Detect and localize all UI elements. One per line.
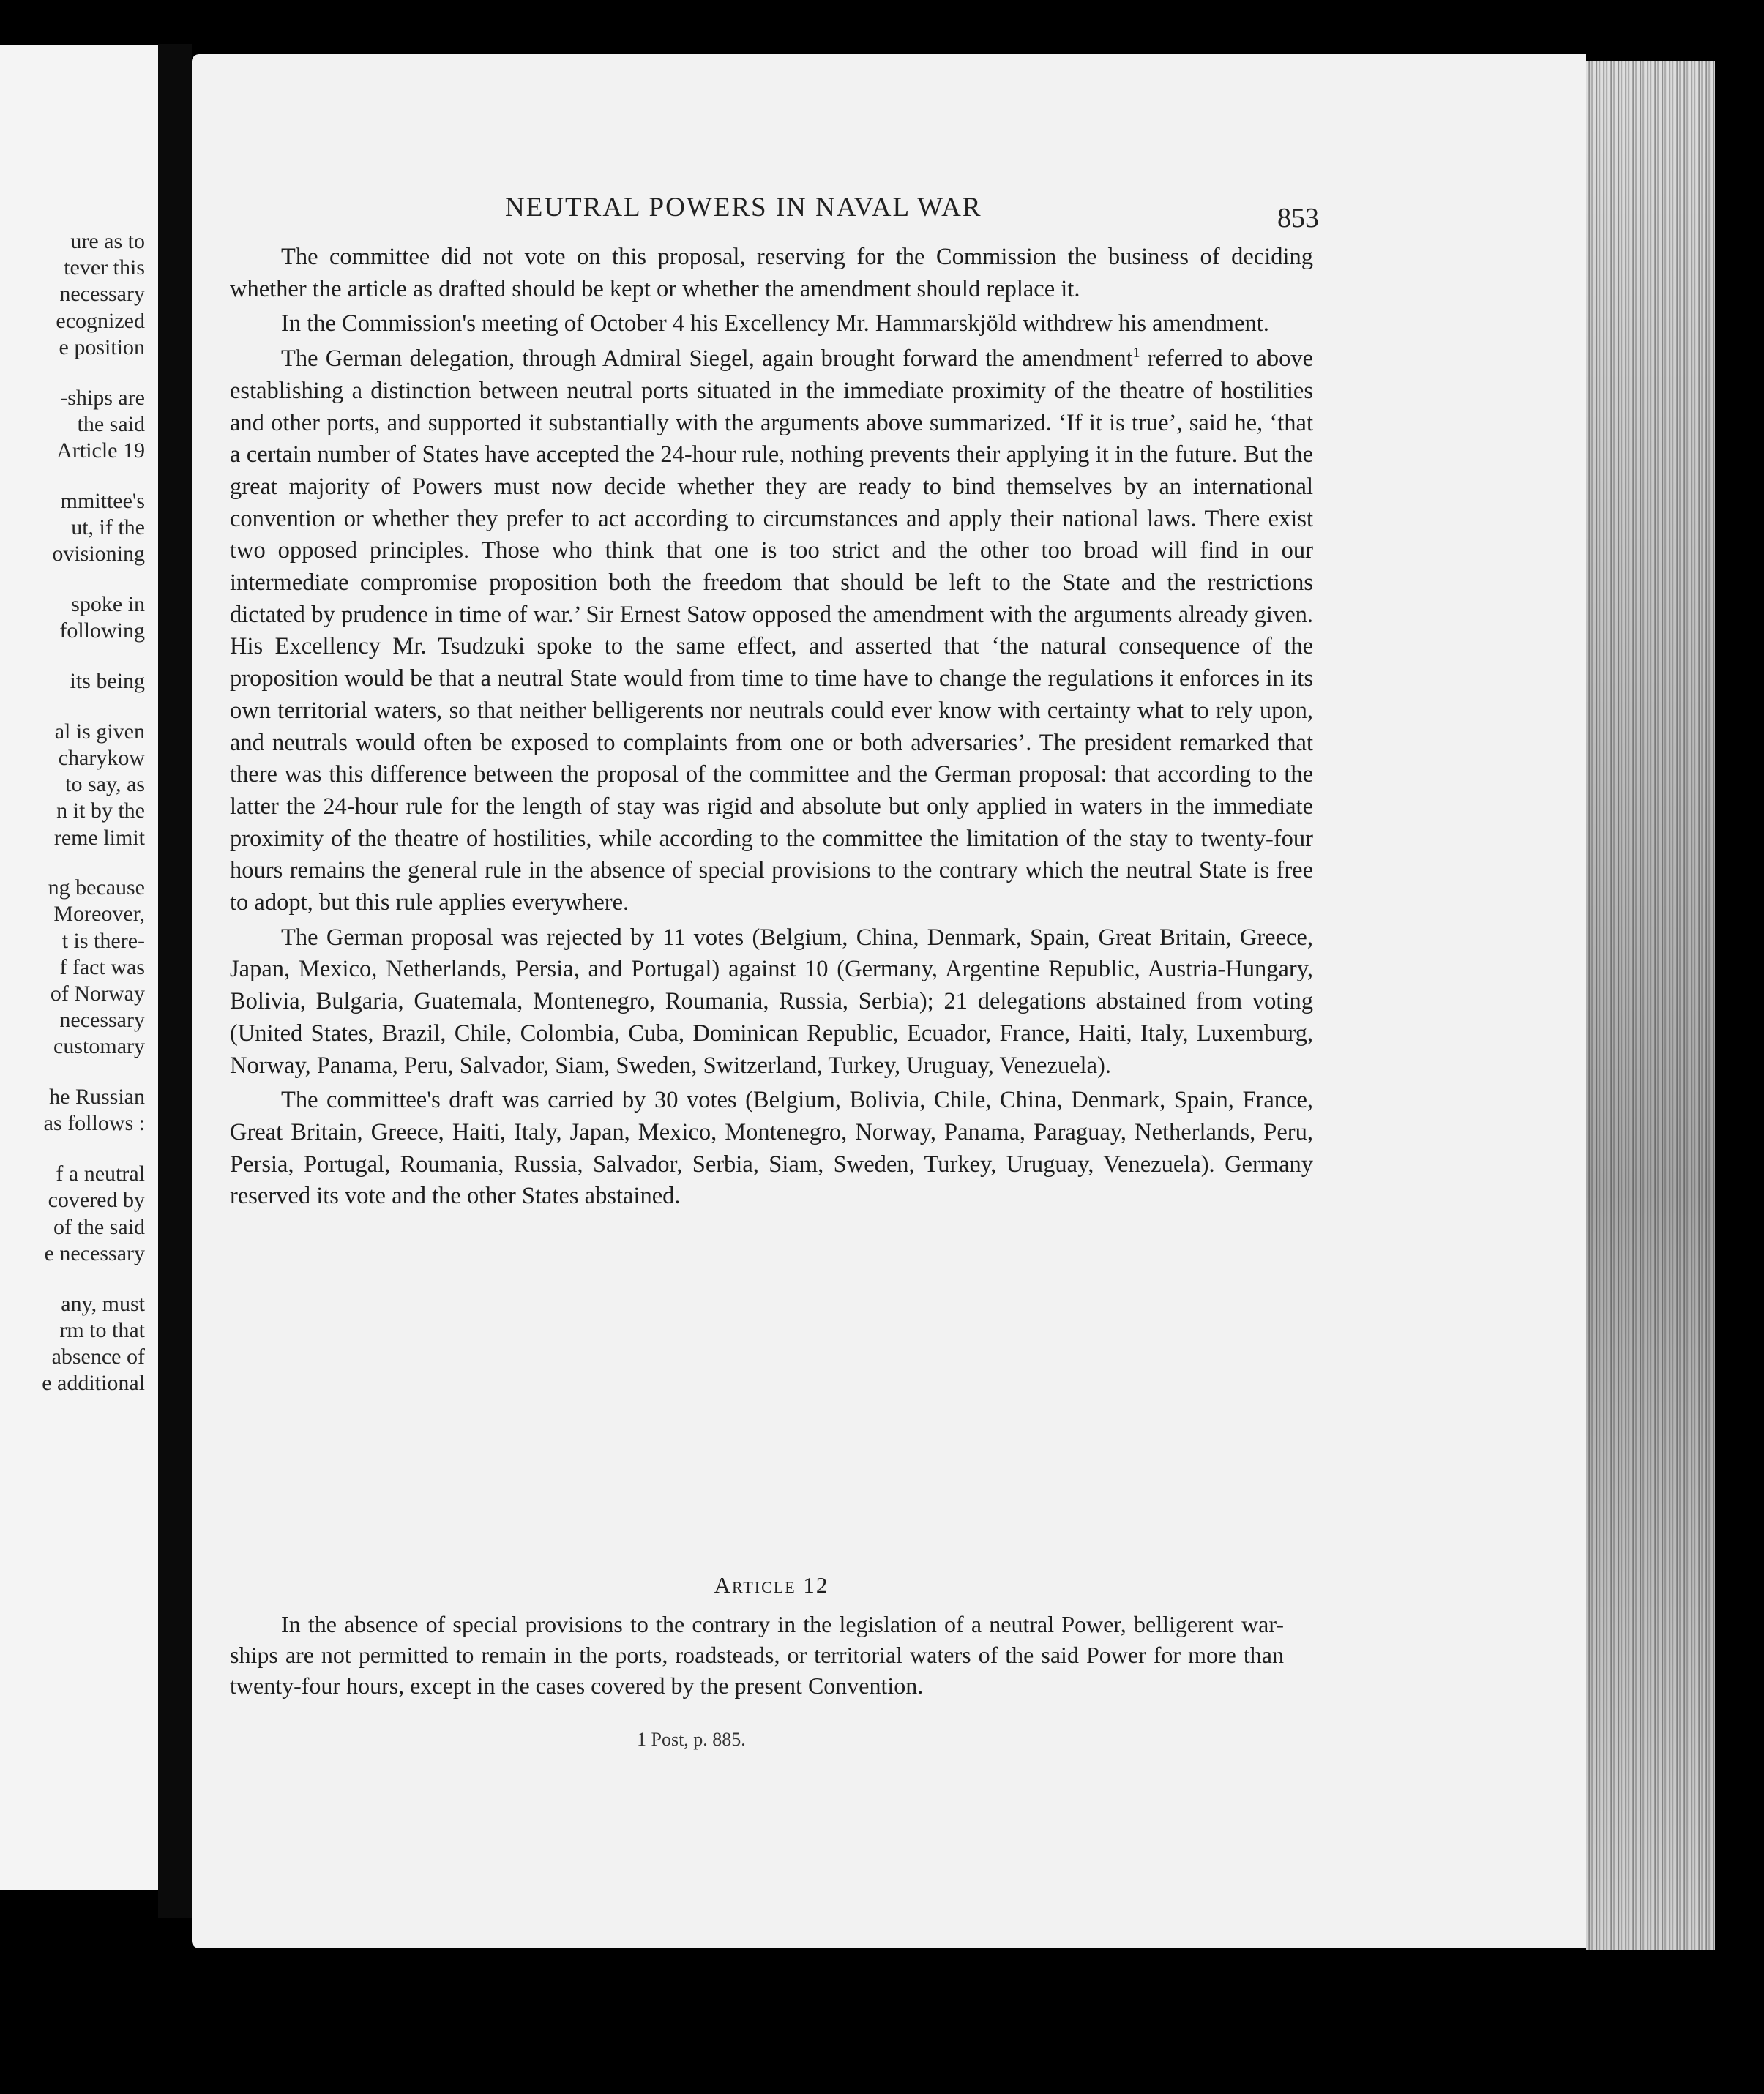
paragraph-german-delegation (230, 343, 1313, 919)
facing-page-line: any, must (61, 1291, 145, 1316)
facing-page-line: e position (59, 334, 145, 359)
facing-page-line: Article 19 (56, 438, 145, 463)
facing-page-line: mmittee's (60, 488, 145, 513)
facing-page-line: ng because (48, 875, 145, 900)
page-stack-shadow (1586, 61, 1715, 1950)
running-title: NEUTRAL POWERS IN NAVAL WAR (505, 192, 982, 223)
facing-page-line: n it by the (56, 799, 145, 823)
facing-page-line: customary (53, 1034, 145, 1059)
facing-page-line: its being (70, 668, 145, 693)
facing-page-line: ure as to (70, 229, 145, 253)
article-text: In the absence of special provisions to the contrary in the legislation of a neutral Power, belligerent war-ships are not permitted to remain in the ports, roadsteads, or territorial waters of the said Power for more than twenty-four hours, except in the cases covered by the present Convention. (230, 1611, 1284, 1699)
facing-page-line: spoke in (71, 591, 145, 616)
book-gutter (158, 44, 192, 1918)
article-body (230, 1609, 1284, 1701)
facing-page-line: f a neutral (56, 1162, 145, 1186)
facing-page-line: Moreover, (53, 902, 145, 927)
facing-page-line: ecognized (56, 308, 145, 333)
facing-page-line: following (59, 618, 145, 643)
article-heading: Article 12 (714, 1572, 829, 1598)
main-text (230, 242, 1313, 1213)
page-number: 853 (1277, 203, 1319, 233)
facing-page-line: e necessary (44, 1241, 145, 1265)
facing-page-line: ovisioning (52, 542, 145, 566)
facing-page-line: to say, as (65, 772, 145, 797)
facing-page-line: necessary (59, 1008, 145, 1033)
facing-page-line: -ships are (60, 385, 145, 410)
facing-page-line: e additional (42, 1371, 145, 1396)
facing-page-line: ut, if the (71, 515, 145, 539)
facing-page-line: charykow (58, 745, 145, 770)
facing-page-line: as follows : (43, 1111, 145, 1136)
paragraph-german-rejected: The German proposal was rejected by 11 votes (Belgium, China, Denmark, Spain, Great Britain, Greece, Japan, Mexico, Netherlands, Persia, and Portugal) against 10 (Germany, Argentine Republic, Austria-Hungary, Bolivia, Bulgaria, Guatemala, Montenegro, Roumania, Russia, Serbia); 21 delegations abstained from voting (United States, Brazil, Chile, Colombia, Cuba, Dominican Republic, Ecuador, France, Haiti, Italy, Luxemburg, Norway, Panama, Peru, Salvador, Siam, Sweden, Switzerland, Turkey, Uruguay, Venezuela). (230, 924, 1313, 1079)
paragraph-german-delegation-text: The German delegation, through Admiral Siegel, again brought forward the amendment$^1$ referred to above establishing a distinction between neutral ports situated in the immediate proximity of the theatre of hostilities and other ports, and supported it substantially with the arguments above summarized. ‘If it is true’, said he, ‘that a certain number of States have accepted the 24-hour rule, nothing prevents their applying it in the future. But the great majority of Powers must now decide whether they are ready to bind themselves by an international convention or whether they prefer to act according to circumstances and apply their national laws. There exist two opposed principles. Those who think that one is too strict and the other too broad will find in our intermediate compromise proposition both the freedom that should be left to the State and the restrictions dictated by prudence in time of war.’ Sir Ernest Satow opposed the amendment with the arguments already given. His Excellency Mr. Tsudzuki spoke to the same effect, and asserted that ‘the natural consequence of the proposition would be that a neutral State would from time to time have to change the regulations it enforces in its own territorial waters, so that neither belligerents nor neutrals could ever know with certainty what to rely upon, and neutrals would often be exposed to complaints from one or both adversaries’. The president remarked that there was this difference between the proposal of the committee and the German proposal: that according to the latter the 24-hour rule for the length of stay was rigid and absolute but only applied in waters in the immediate proximity of the theatre of hostilities, while according to the committee the limitation of the stay to twenty-four hours remains the general rule in the absence of special provisions to the contrary which the neutral State is free to adopt, but this rule applies everywhere. (230, 345, 1314, 916)
facing-page-line: al is given (54, 719, 145, 744)
facing-left-page (0, 45, 158, 1890)
facing-page-line: reme limit (53, 825, 145, 850)
facing-page-line: of the said (53, 1214, 145, 1239)
facing-page-line: absence of (51, 1345, 145, 1369)
facing-page-line: of Norway (50, 981, 145, 1006)
facing-page-line: f fact was (59, 954, 145, 979)
facing-page-line: he Russian (49, 1085, 145, 1110)
facing-page-line: necessary (59, 282, 145, 307)
paragraph-committee-vote: The committee did not vote on this proposal, reserving for the Commission the business of deciding whether the article as drafted should be kept or whether the amendment should replace it. (230, 244, 1313, 302)
footnote-marker: 1 (1132, 345, 1140, 362)
facing-page-line: covered by (48, 1188, 145, 1213)
paragraph-hammarskjold: In the Commission's meeting of October 4 his Excellency Mr. Hammarskjöld withdrew his amendment. (281, 310, 1269, 337)
paragraph-committee-draft: The committee's draft was carried by 30 votes (Belgium, Bolivia, Chile, China, Denmark, Spain, France, Great Britain, Greece, Haiti, Italy, Japan, Mexico, Montenegro, Norway, Panama, Paraguay, Netherlands, Peru, Persia, Portugal, Roumania, Russia, Salvador, Serbia, Siam, Sweden, Turkey, Uruguay, Venezuela). Germany reserved its vote and the other States abstained. (230, 1087, 1313, 1210)
facing-page-line: rm to that (59, 1317, 145, 1342)
facing-page-line: tever this (64, 255, 145, 280)
facing-page-line: the said (77, 411, 145, 436)
facing-page-line: t is there- (61, 928, 145, 953)
footnote: 1 Post, p. 885. (637, 1729, 746, 1750)
